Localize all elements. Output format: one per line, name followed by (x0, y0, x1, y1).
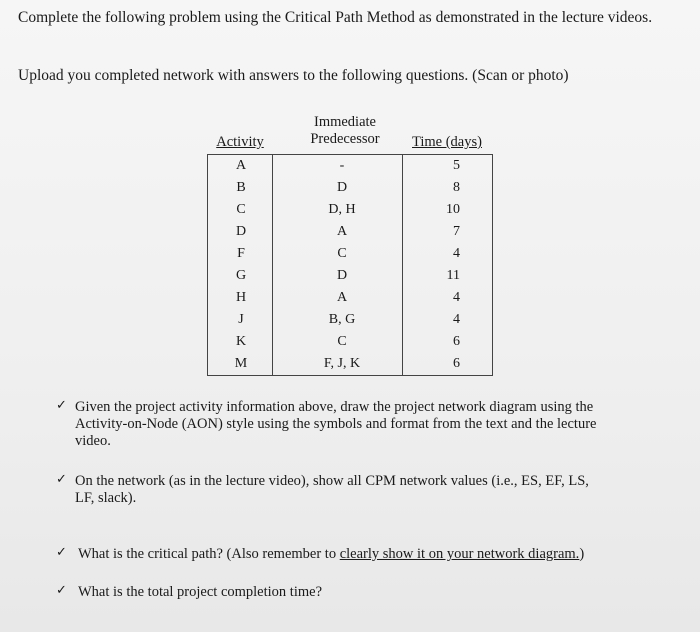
cell-activity: F (237, 246, 245, 261)
question-1-line: Activity-on-Node (AON) style using the symbols and format from the text and the lecture (75, 416, 597, 432)
cell-activity: M (234, 356, 248, 371)
upload-instructions: Upload you completed network with answers to the following questions. (Scan or photo) (18, 67, 569, 84)
cell-predecessor: B, G (328, 312, 356, 327)
question-4: What is the total project completion time? (78, 584, 323, 600)
cell-time: 6 (453, 356, 460, 371)
question-2-line: On the network (as in the lecture video), show all CPM network values (i.e., ES, EF, LS, (75, 473, 589, 489)
header-predecessor-line2: Predecessor (310, 131, 380, 147)
question-2 (75, 473, 589, 507)
question-3 (78, 546, 584, 563)
cell-time: 8 (453, 180, 460, 195)
cell-time: 7 (453, 224, 460, 239)
cell-predecessor: D (336, 180, 348, 195)
question-3-emphasis: clearly show it on your network diagram. (339, 546, 580, 562)
cell-time: 6 (453, 334, 460, 349)
question-1-line: Given the project activity information above, draw the project network diagram using the (75, 399, 594, 415)
question-3-text-end: ) (579, 546, 585, 562)
cell-predecessor: - (339, 158, 345, 173)
cell-predecessor: F, J, K (323, 356, 361, 371)
checkmark-icon: ✓ (56, 472, 67, 487)
cell-predecessor: D, H (328, 202, 356, 217)
question-1 (75, 399, 596, 450)
question-1-line: video. (75, 433, 111, 449)
question-2-line: LF, slack). (75, 490, 137, 506)
cell-activity: B (236, 180, 246, 195)
cell-predecessor: C (337, 246, 347, 261)
cell-time: 4 (453, 290, 460, 305)
intro-text: Complete the following problem using the Critical Path Method as demonstrated in the lecture videos. (18, 9, 653, 26)
cell-activity: J (238, 312, 244, 327)
checkmark-icon: ✓ (56, 398, 67, 413)
cell-time: 4 (453, 246, 460, 261)
cell-time: 10 (446, 202, 460, 217)
question-3-text: What is the critical path? (Also remember to (78, 546, 340, 562)
checkmark-icon: ✓ (56, 583, 67, 598)
cell-activity: K (235, 334, 247, 349)
cell-predecessor: A (336, 290, 348, 305)
cell-predecessor: A (336, 224, 348, 239)
cell-activity: H (235, 290, 247, 305)
cell-activity: D (235, 224, 247, 239)
cell-activity: A (235, 158, 247, 173)
cell-predecessor: C (337, 334, 347, 349)
checkmark-icon: ✓ (56, 545, 67, 560)
cell-time: 5 (453, 158, 460, 173)
header-time: Time (days) (412, 134, 482, 150)
cell-activity: G (235, 268, 247, 283)
cell-predecessor: D (336, 268, 348, 283)
header-activity: Activity (216, 134, 264, 150)
header-predecessor-line1: Immediate (313, 114, 376, 130)
cell-activity: C (236, 202, 246, 217)
cell-time: 4 (453, 312, 460, 327)
cell-time: 11 (446, 268, 460, 283)
